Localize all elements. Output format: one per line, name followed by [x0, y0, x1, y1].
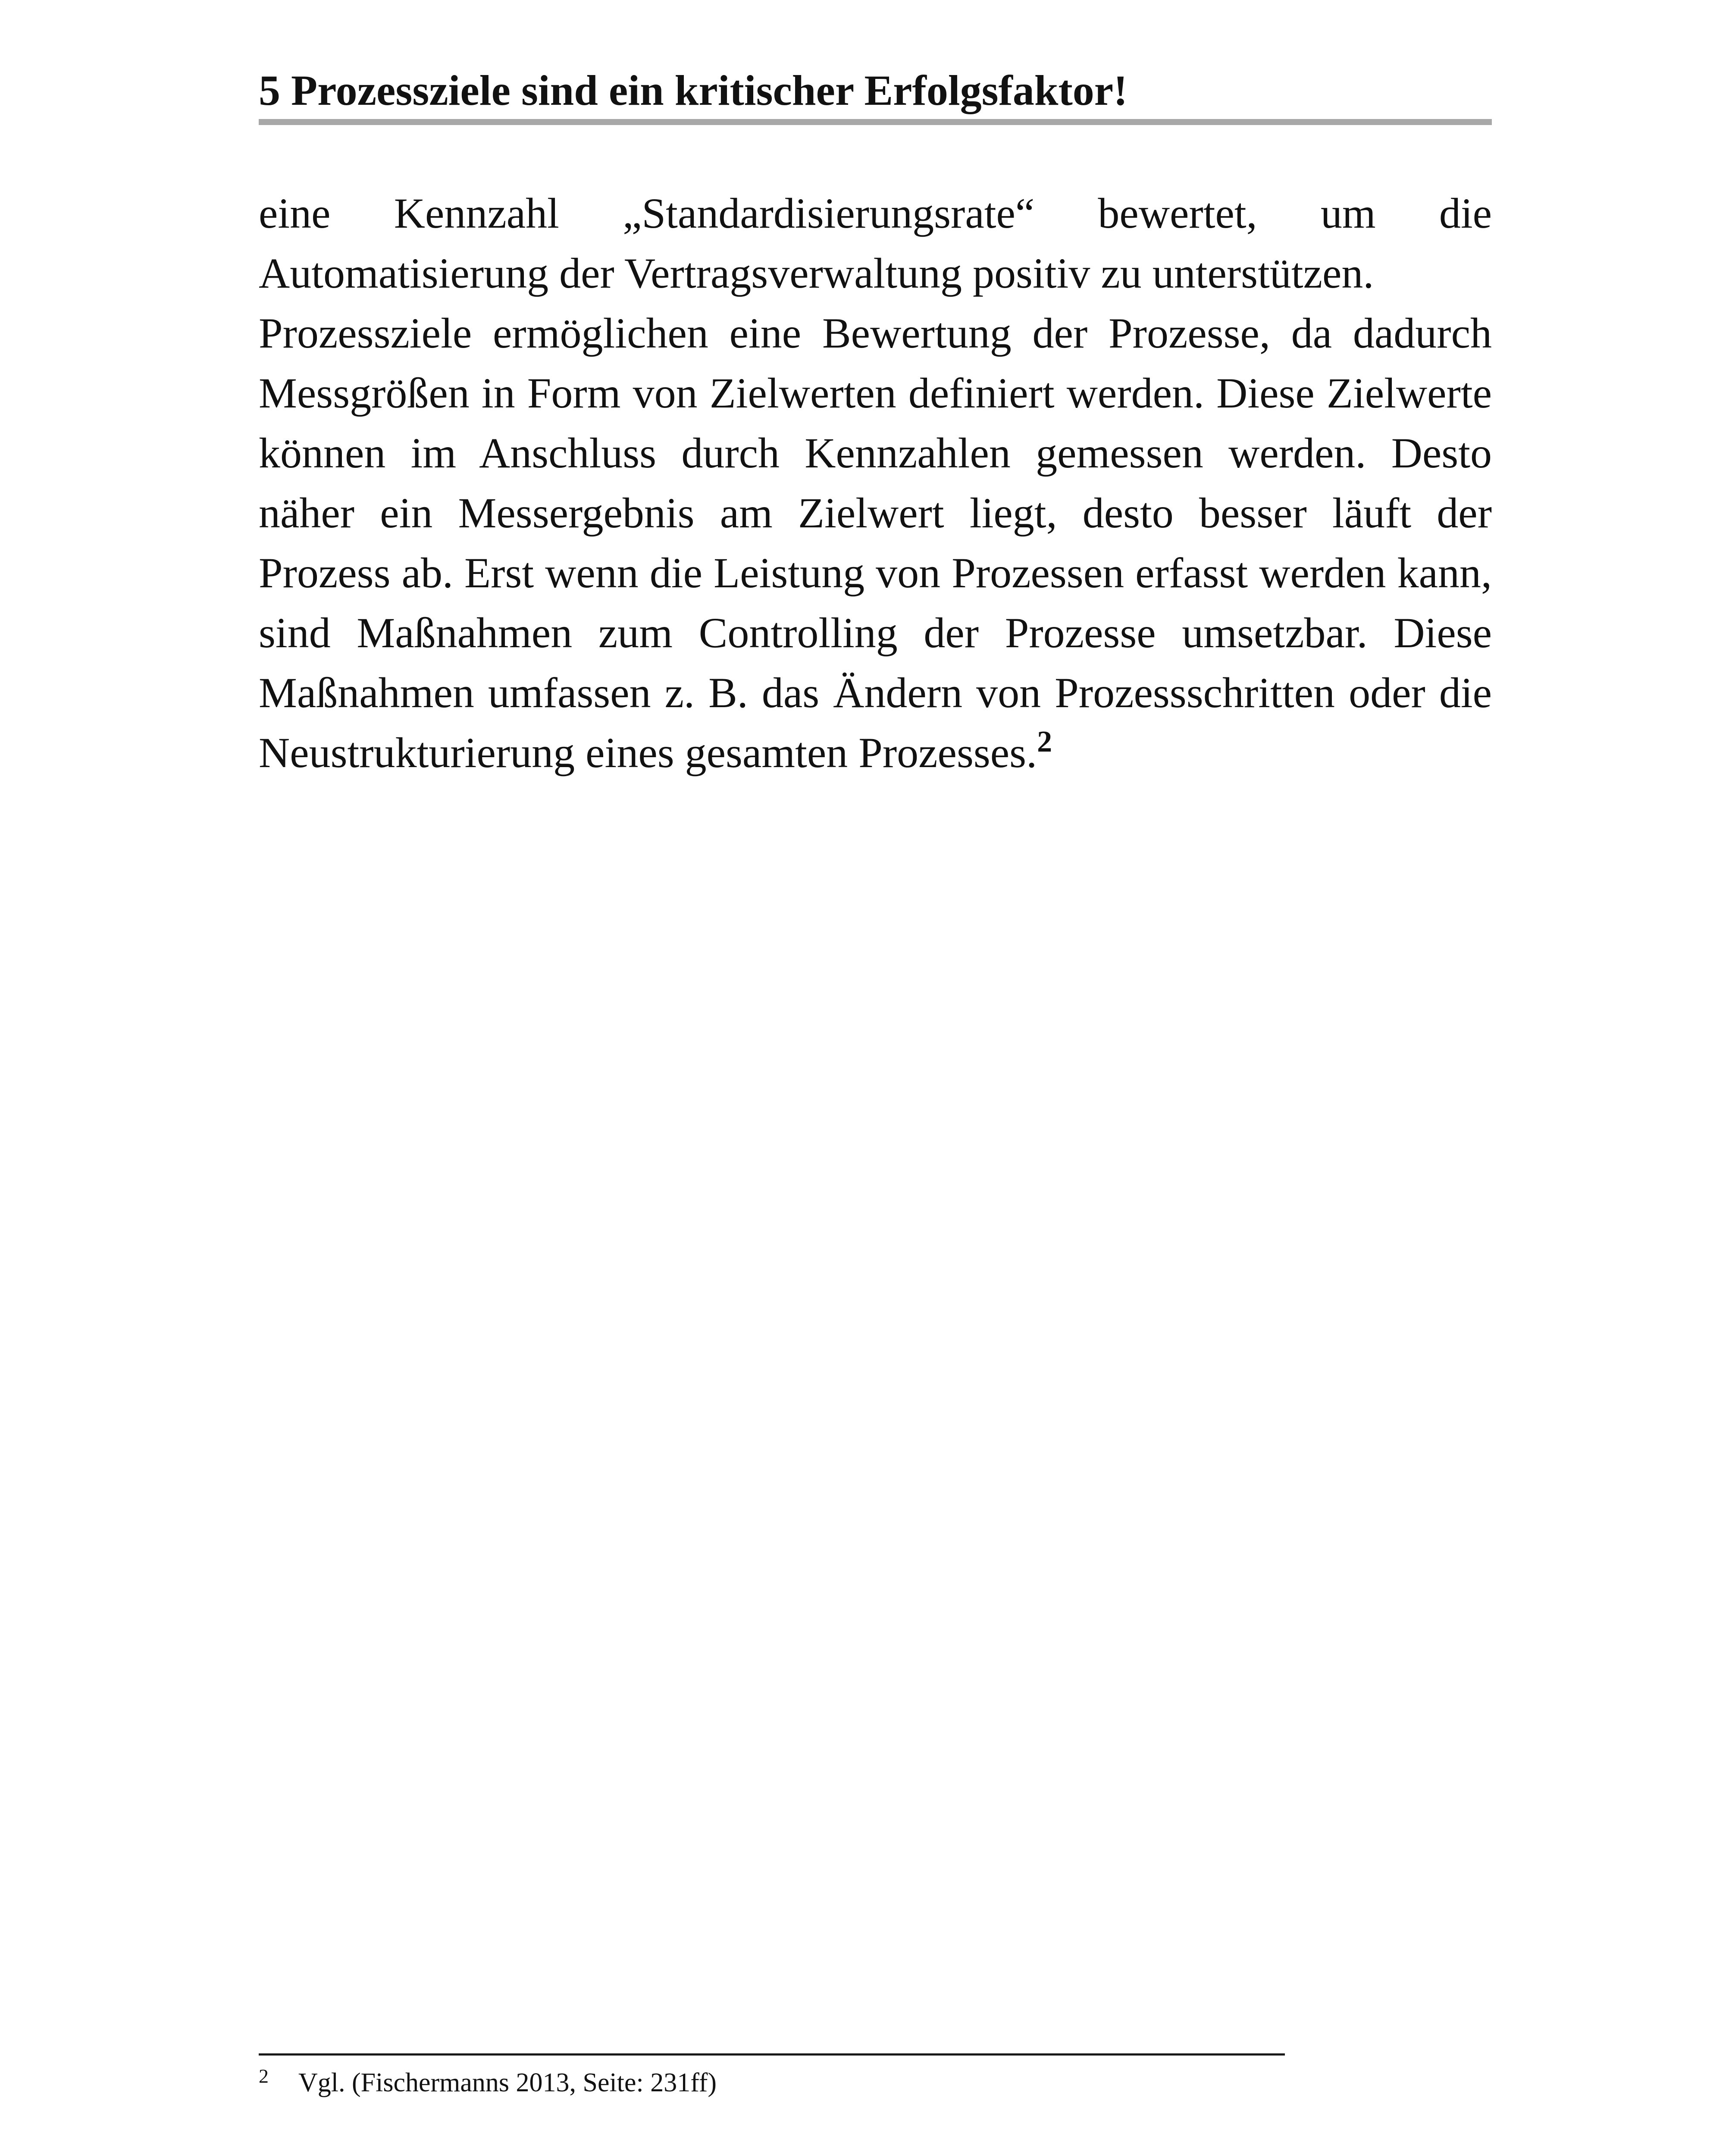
header-rule	[259, 119, 1492, 125]
paragraph-1-rest: Automatisierung der Vertragsverwaltung positiv zu unterstützen.	[259, 249, 1374, 297]
paragraph-1-line-1: eine Kennzahl „Standardisierungsrate“ bewertet, um die	[259, 189, 1492, 237]
footnote: 2 Vgl. (Fischermanns 2013, Seite: 231ff)	[259, 2065, 717, 2097]
footnote-text: Vgl. (Fischermanns 2013, Seite: 231ff)	[298, 2068, 717, 2097]
running-header	[259, 65, 1492, 125]
paragraph-2-text: Prozessziele ermöglichen eine Bewertung der Prozesse, da dadurch Messgrößen in Form von Zielwerten definiert werden. Diese Zielwerte können im Anschluss durch Kennzahlen gemessen werden. Desto näher ein Messergebnis am Zielwert liegt, desto besser läuft der Prozess ab. Erst wenn die Leistung von Prozessen erfasst werden kann, sind Maßnahmen zum Controlling der Prozesse umsetzbar. Diese Maßnahmen umfassen z. B. das Ändern von Prozessschritten oder die Neustrukturierung eines gesamten Prozesses.	[259, 309, 1492, 777]
footnote-reference[interactable]: 2	[1037, 725, 1052, 758]
chapter-title: 5 Prozessziele sind ein kritischer Erfolgsfaktor!	[259, 66, 1128, 114]
footnote-rule	[259, 2053, 1285, 2056]
paragraph-1	[259, 183, 1492, 303]
paragraph-2	[259, 303, 1492, 783]
body-text	[259, 183, 1492, 783]
